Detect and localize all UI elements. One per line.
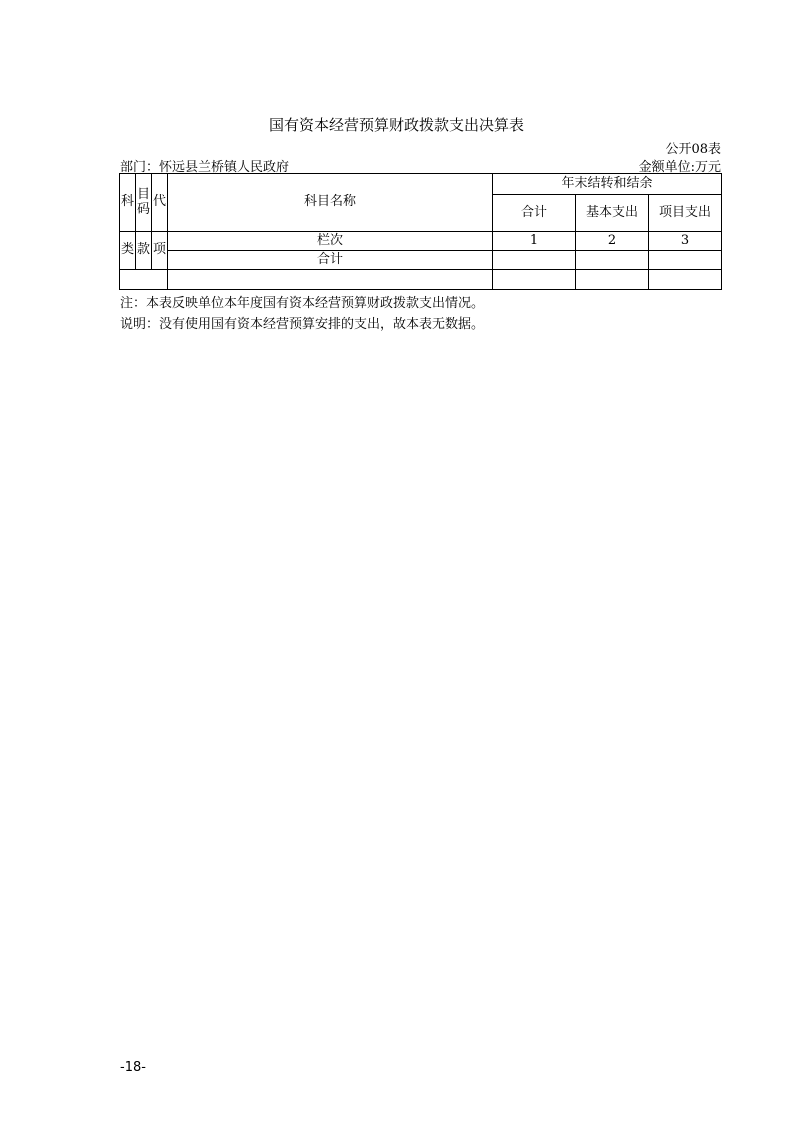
total-row-value: [576, 251, 649, 270]
code-header-cell-1: [120, 174, 136, 232]
table-note: 注：本表反映单位本年度国有资本经营预算财政拨款支出情况。: [120, 296, 485, 311]
table-explanation: 说明：没有使用国有资本经营预算安排的支出，故本表无数据。: [120, 317, 485, 332]
row-index-value: 3: [649, 232, 722, 251]
empty-value-cell: [493, 270, 576, 290]
page-number: -18-: [120, 1060, 146, 1075]
row-index-label: 栏次: [168, 232, 493, 251]
total-row-label: 合计: [168, 251, 493, 270]
empty-name-cell: [168, 270, 493, 290]
col-total-header: 合计: [493, 195, 576, 232]
code-header-char: 代: [152, 194, 166, 210]
code-section-cell: 款: [136, 232, 152, 270]
total-row-value: [493, 251, 576, 270]
empty-value-cell: [576, 270, 649, 290]
subject-name-header: 科目名称: [168, 174, 493, 232]
code-header-cell-3: [152, 174, 168, 232]
form-code: 公开08表: [665, 142, 721, 157]
code-header-cell-2: [136, 174, 152, 232]
code-item-cell: 项: [152, 232, 168, 270]
page-title: 国有资本经营预算财政拨款支出决算表: [268, 116, 524, 134]
carryover-group-header: 年末结转和结余: [493, 174, 722, 195]
row-index-value: 2: [576, 232, 649, 251]
empty-value-cell: [649, 270, 722, 290]
row-index-value: 1: [493, 232, 576, 251]
expenditure-table: [119, 173, 722, 290]
department-label: 部门：怀远县兰桥镇人民政府: [120, 160, 290, 175]
code-header-char: 目: [136, 187, 150, 203]
col-project-header: 项目支出: [649, 195, 722, 232]
empty-code-cell: [120, 270, 168, 290]
amount-unit: 金额单位:万元: [638, 160, 721, 175]
col-basic-header: 基本支出: [576, 195, 649, 232]
code-header-char: 码: [136, 201, 150, 217]
total-row-value: [649, 251, 722, 270]
code-header-char: 科: [120, 194, 134, 210]
code-class-cell: 类: [120, 232, 136, 270]
